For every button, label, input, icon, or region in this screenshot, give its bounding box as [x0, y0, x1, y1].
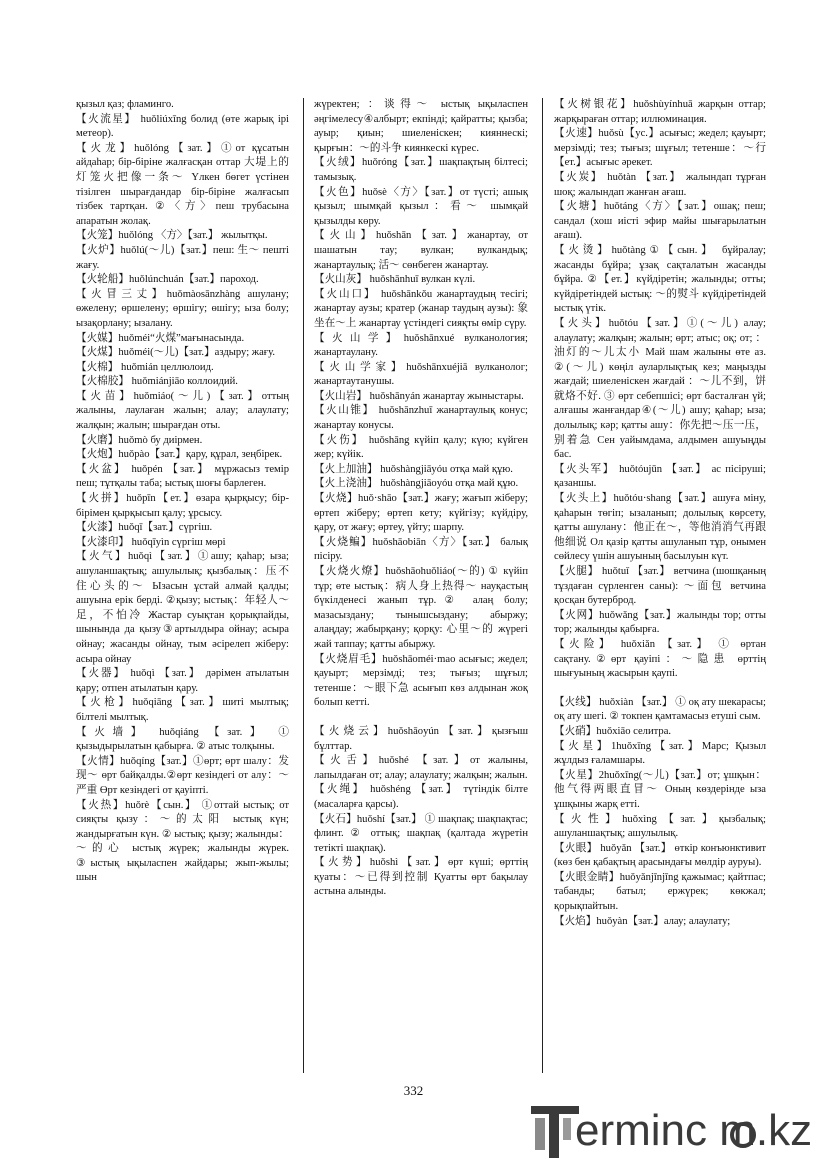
- termincom-logo[interactable]: [525, 1098, 815, 1162]
- dictionary-entry: 【火险】 huǒxiǎn 【зат.】 ① өртан сақтану.②өрт қауіпі：～隐患 өрттің шығуының жасырын қаупі.: [554, 638, 766, 680]
- dictionary-entry: қызыл қаз; фламинго.: [76, 99, 174, 110]
- dictionary-entry: 【火头军】 huǒtóujūn 【зат.】 ас пісіруші; қазаншы.: [554, 463, 766, 490]
- dictionary-entry: 【火星】1huǒxīng【зат.】Марс; Қызыл жұлдыз ғаламшары.: [554, 740, 766, 767]
- dictionary-entry: 【火苗】huǒmiáo(～儿)【зат.】оттың жалыны, лаулаған жалын; алау; алаулату; жалқын; жалын; шырағдан оты.: [76, 390, 289, 432]
- dictionary-entry: 【火绒】huǒróng【зат.】шақпақтың білтесі; тамызық.: [314, 157, 528, 183]
- dictionary-entry: 【火树银花】huǒshùyínhuā жарқын оттар; жарқыраған оттар; иллюминация.: [554, 99, 766, 125]
- dictionary-entry: 【火山学】huǒshānxué вулканология; жанартаулану.: [314, 332, 528, 359]
- dictionary-entry: 【火山灰】 huǒshānhuī вулкан күлі.: [314, 274, 476, 286]
- dictionary-entry: 【火焰】huǒyàn【зат.】алау; алаулату;: [554, 915, 731, 927]
- dictionary-entry: 【火山锥】 huǒshānzhuī жанартаулық конус; жанартау конусы.: [314, 405, 528, 432]
- dictionary-entry: 【火头上】huǒtóu·shang【зат.】ашуға міну, қаһарын төгіп; ызаланып; долылық көрсету, қатты ашулану：他正在～，等他消消气再跟他细说 Ол қазір қатты ашуланып тұр, онымен сөйлесу үшін ашуының басылуын күт.: [554, 493, 766, 563]
- dictionary-entry: 【火冒三丈】huǒmàosānzhàng ашулану; өжелену; өршелену; өршігу; өшігу; ыза болу; ызақорлану; ызалану.: [76, 288, 289, 329]
- dictionary-entry: 【火烧火燎】huǒshāohuǒliáo(～的) ① күйіп тұр; өте ыстық：病人身上热得～ науқастың бүкілденесі жанып тұр.② алаң болу; мазасыздану; тынышсыздану; абыржу; алаңдау; жабырқану; қорқу: 心里～的 жүрегі жай таппау; қатты абыржу.: [314, 566, 528, 650]
- dictionary-entry: 【火轮船】huǒlúnchuán【зат.】пароход.: [76, 274, 259, 286]
- dictionary-entry: 【火色】huǒsè〈方〉【зат.】от түсті; ашық қызыл; шымқай қызыл：看～ шымқай қызылды көру.: [314, 186, 528, 227]
- dictionary-entry: 【火炉】huǒlú(～儿)【зат.】пеш: 生～ пешті жағу.: [76, 244, 289, 271]
- dictionary-entry: жүректен; ：谈得～ ыстық ықыласпен әңгімелесу④албырт; екпінді; қайратты; қызба; ауыр; қиын; шиеленіскен; кияннескі; қырғын：～的斗争 киянкескі күрес.: [314, 99, 528, 154]
- page-number: 332: [403, 1083, 424, 1098]
- dictionary-entry: 【火漆】huǒqī【зат.】сүргіш.: [76, 522, 213, 534]
- dictionary-entry: 【火墙】 huǒqiáng 【зат.】 ① қызыдырылатын қабырға. ② атыс толқыны.: [76, 726, 289, 753]
- dictionary-entry: 【火山口】 huǒshānkǒu жанартаудың тесігі; жанартау аузы; кратер (жанар таудың аузы): 象坐在～上 жанартау үстіндегі сияқты өмір сүру.: [314, 288, 528, 329]
- dictionary-entry: 【火山岩】 huǒshānyán жанартау жыныстары.: [314, 390, 524, 402]
- dictionary-entry: 【火塘】huǒtáng〈方〉【зат.】ошақ; пеш; сандал (хош иісті эфир майы шығарылатын ағаш).: [554, 201, 766, 242]
- dictionary-entry: 【火棉胶】 huǒmiánjiāo коллоидий.: [76, 376, 238, 388]
- column-middle: [314, 98, 528, 1078]
- dictionary-entry: 【火势】huǒshì【зат.】өрт күші; өрттің қуаты：～已得到控制 Қуатты өрт бақылау астына алынды.: [314, 857, 528, 898]
- column-divider: [542, 98, 543, 1073]
- dictionary-entry: 【火情】huǒqíng【зат.】①өрт; өрт шалу：发现～ өрт байқалды.②өрт кезіндегі от алу：～严重 Өрт кезіндегі от қауіпті.: [76, 755, 289, 796]
- dictionary-entry: 【火硝】huǒxiāo селитра.: [554, 725, 672, 737]
- dictionary-entry: 【火拼】huǒpīn【ет.】өзара қырқысу; бір-бірімен қырқысып қалу; ұрсысу.: [76, 493, 289, 519]
- dictionary-entry: 【火速】huǒsù【ус.】асығыс; жедел; қауырт; мерзімді; тез; тығыз; шұғыл; тетенше：～行【ет.】асығыс әрекет.: [554, 128, 766, 169]
- dictionary-entry: 【火上加油】 huǒshàngjiāyóu отқа май құю.: [314, 463, 513, 475]
- dictionary-entry: 【火盆】 huǒpén 【зат.】 мұржасыз темір пеш; тұтқалы таба; ыстық шоғы барлеген.: [76, 463, 289, 490]
- dictionary-entry: 【火线】 huǒxiàn 【зат.】 ① оқ ату шекарасы; оқ ату шегі. ② токпен қамтамасыз етуші сым.: [554, 696, 766, 723]
- dictionary-entry: 【火烧】huǒ·shāo【зат.】жағу; жағып жіберу; өртеп жіберу; өртеп кету; күйгізу; күйдіру, қару, от жағу; өртеу, үйту; шарпу.: [314, 493, 528, 534]
- dictionary-entry: 【火烫】huǒtàng①【сын.】 бұйралау; жасанды бұйра; ұзақ сақталатын жасанды бұйра. ②【ет.】күйдіретін; жалынды; отты; күйдіретіндей ыстық: ～的熨斗 күйдіретіндей ыстық үтік.: [554, 244, 766, 315]
- dictionary-entry: 【火舌】huǒshé 【зат.】от жалыны, лапылдаған от; алау; алаулату; жалқын; жалын.: [314, 755, 528, 781]
- dictionary-entry: 【火网】huǒwǎng【зат.】жалынды тор; отты тор; жалынды қабырға.: [554, 609, 766, 636]
- dictionary-entry: 【火星】2huǒxīng(～儿)【зат.】от; ұшқын：他气得两眼直冒～ Оның көздерінде ыза ұшқыны жарқ етті.: [554, 769, 766, 810]
- dictionary-entry: 【火眼金睛】huǒyǎnjīnjīng қажымас; қайтпас; табанды; батыл; ержүрек; көкжал; қорықпайтын.: [554, 871, 766, 913]
- dictionary-entry: 【火眼】 huǒyǎn 【зат.】 өткір конъюнктивит (көз бен қабақтың арасындағы мөлдір ауруы).: [554, 842, 766, 869]
- dictionary-entry: 【火性】huǒxìng【зат.】қызбалық; ашуланшақтық; ашулылық.: [554, 813, 766, 840]
- logo-circle-icon: [728, 1120, 758, 1150]
- dictionary-entry: 【火上浇油】 huǒshàngjiāoyóu отқа май құю.: [314, 478, 519, 490]
- logo-text: erminc m.kz: [575, 1106, 813, 1155]
- dictionary-entry: 【火绳】 huǒshéng 【зат.】 түтіндік білте (масаларға қарсы).: [314, 784, 528, 810]
- dictionary-entry: 【火棉】 huǒmián целлюлоид.: [76, 361, 214, 373]
- dictionary-entry: 【火头】huǒtóu【зат.】①(～儿) алау; алаулату; жалқын; жалын; өрт; атыс; оқ; от; ：油灯的～儿太小 Май шам жалыны өте аз. ②(～儿) көңіл ауларлықтық кез; маңызды жағдай; шиеленіскен жағдай ：～儿不到，饼就烙不好. ③ өрт себепшісі; өрт басталған үй; алғашы жанғандар④(～儿) ашу; қаһар; ыза; долылық; кәр; қатты ашу：你先把～压一压，别着急 Сен уайымдама, алдымен ашуыңды бас.: [554, 317, 766, 461]
- dictionary-entry: 【火煤】huǒméi(～儿)【зат.】аздыру; жағу.: [76, 347, 276, 359]
- dictionary-entry: 【火龙】huǒlóng【зат.】①от құсатын айдаһар; бір-біріне жалғасқан оттар 大堤上的灯笼火把像一条～ Үлкен бөгет үстінен тізілген шырағдандар бір-біріне жалғасып тізбек тартқан. ②〈方〉пеш трубасына апаратын жолақ.: [76, 142, 289, 227]
- column-right: [554, 98, 766, 1078]
- dictionary-entry: 【火伤】 huǒshāng күйіп қалу; күю; күйген жер; күйік.: [314, 434, 528, 461]
- dictionary-entry: 【火烧鳊】huǒshāobiān〈方〉【зат.】 балық пісіру.: [314, 536, 528, 563]
- dictionary-entry: 【火磨】huǒmò бу диірмен.: [76, 434, 203, 446]
- dictionary-entry: 【火流星】 huǒliúxīng болид (өте жарық ірі метеор).: [76, 113, 289, 140]
- dictionary-entry: 【火媒】huǒméi“火煤”мағынасында.: [76, 332, 245, 344]
- dictionary-entry: 【火腿】 huǒtuǐ 【зат.】 ветчина (шошқаның тұздаған сүрленген саны): ～面包 ветчина қосқан бутерброд.: [554, 566, 766, 607]
- dictionary-entry: 【火气】huǒqì【зат.】①ашу; қаһар; ыза; ашуланшақтық; ашулылық; қызбалық：压不住心头的～ Ызасын ұстай алмай қалды; ашуына ерік берді. ②қызу; ыстық：年轻人～足，不怕冷 Жастар суықтан қорықпайды, шынында да қызу③артылдыра ойнау; асыра ойнау; жасанды ойнау, тым әсірелеп жіберу: асыра ойнау: [76, 551, 289, 665]
- dictionary-entry: 【火笼】huǒlóng 〈方〉【зат.】 жылытқы.: [76, 230, 268, 242]
- dictionary-entry: 【火石】huǒshí【зат.】 ① шақпақ; шақпақтас; флинт. ② оттық; шақпақ (қалтада жүретін тетікті шақпақ).: [314, 813, 528, 854]
- column-divider: [303, 98, 304, 1073]
- dictionary-entry: 【火漆印】 huǒqīyìn сүргіш мөрі: [76, 536, 226, 548]
- dictionary-entry: 【火山】huǒshān【зат.】жанартау, от шашатын тау; вулкан; вулкандық; жанартаулық; 活～ сөнбеген жанартау.: [314, 230, 528, 271]
- dictionary-entry: 【火烧云】huǒshāoyún【зат.】қызғыш бұлттар.: [314, 725, 528, 752]
- dictionary-entry: 【火炮】huǒpào【зат.】қару, құрал, зеңбірек.: [76, 449, 283, 461]
- dictionary-entry: 【火山学家】huǒshānxuéjiā вулканолог; жанартаутанушы.: [314, 361, 528, 388]
- dictionary-entry: 【火枪】huǒqiāng【зат.】шиті мылтық; білтелі мылтық.: [76, 697, 289, 723]
- column-left: [76, 98, 289, 1078]
- dictionary-entry: 【火烧眉毛】huǒshāoméi·mao асығыс; жедел; қауырт; мерзімді; тез; тығыз; шұғыл; тетенше：～眼下急 асығып көз алдынан жоқ болып кетті.: [314, 653, 528, 709]
- dictionary-entry: 【火器】 huǒqì 【зат.】 дәрімен атылатын қару; отпен атылатын қару.: [76, 668, 289, 694]
- dictionary-entry: 【火炭】 huǒtàn 【зат.】 жалындап тұрған шоқ; жалындап жанған ағаш.: [554, 171, 766, 198]
- dictionary-entry: 【火热】huǒrè【сын.】 ①оттай ыстық; от сияқты қызу：～的太阳 ыстық күн; жандырғатын күн. ② ыстық; қызу; жалынды：～的心 ыстық жүрек; жалынды жүрек. ③ыстық ықыласпен жайдары; жып-жылы; шын: [76, 799, 289, 884]
